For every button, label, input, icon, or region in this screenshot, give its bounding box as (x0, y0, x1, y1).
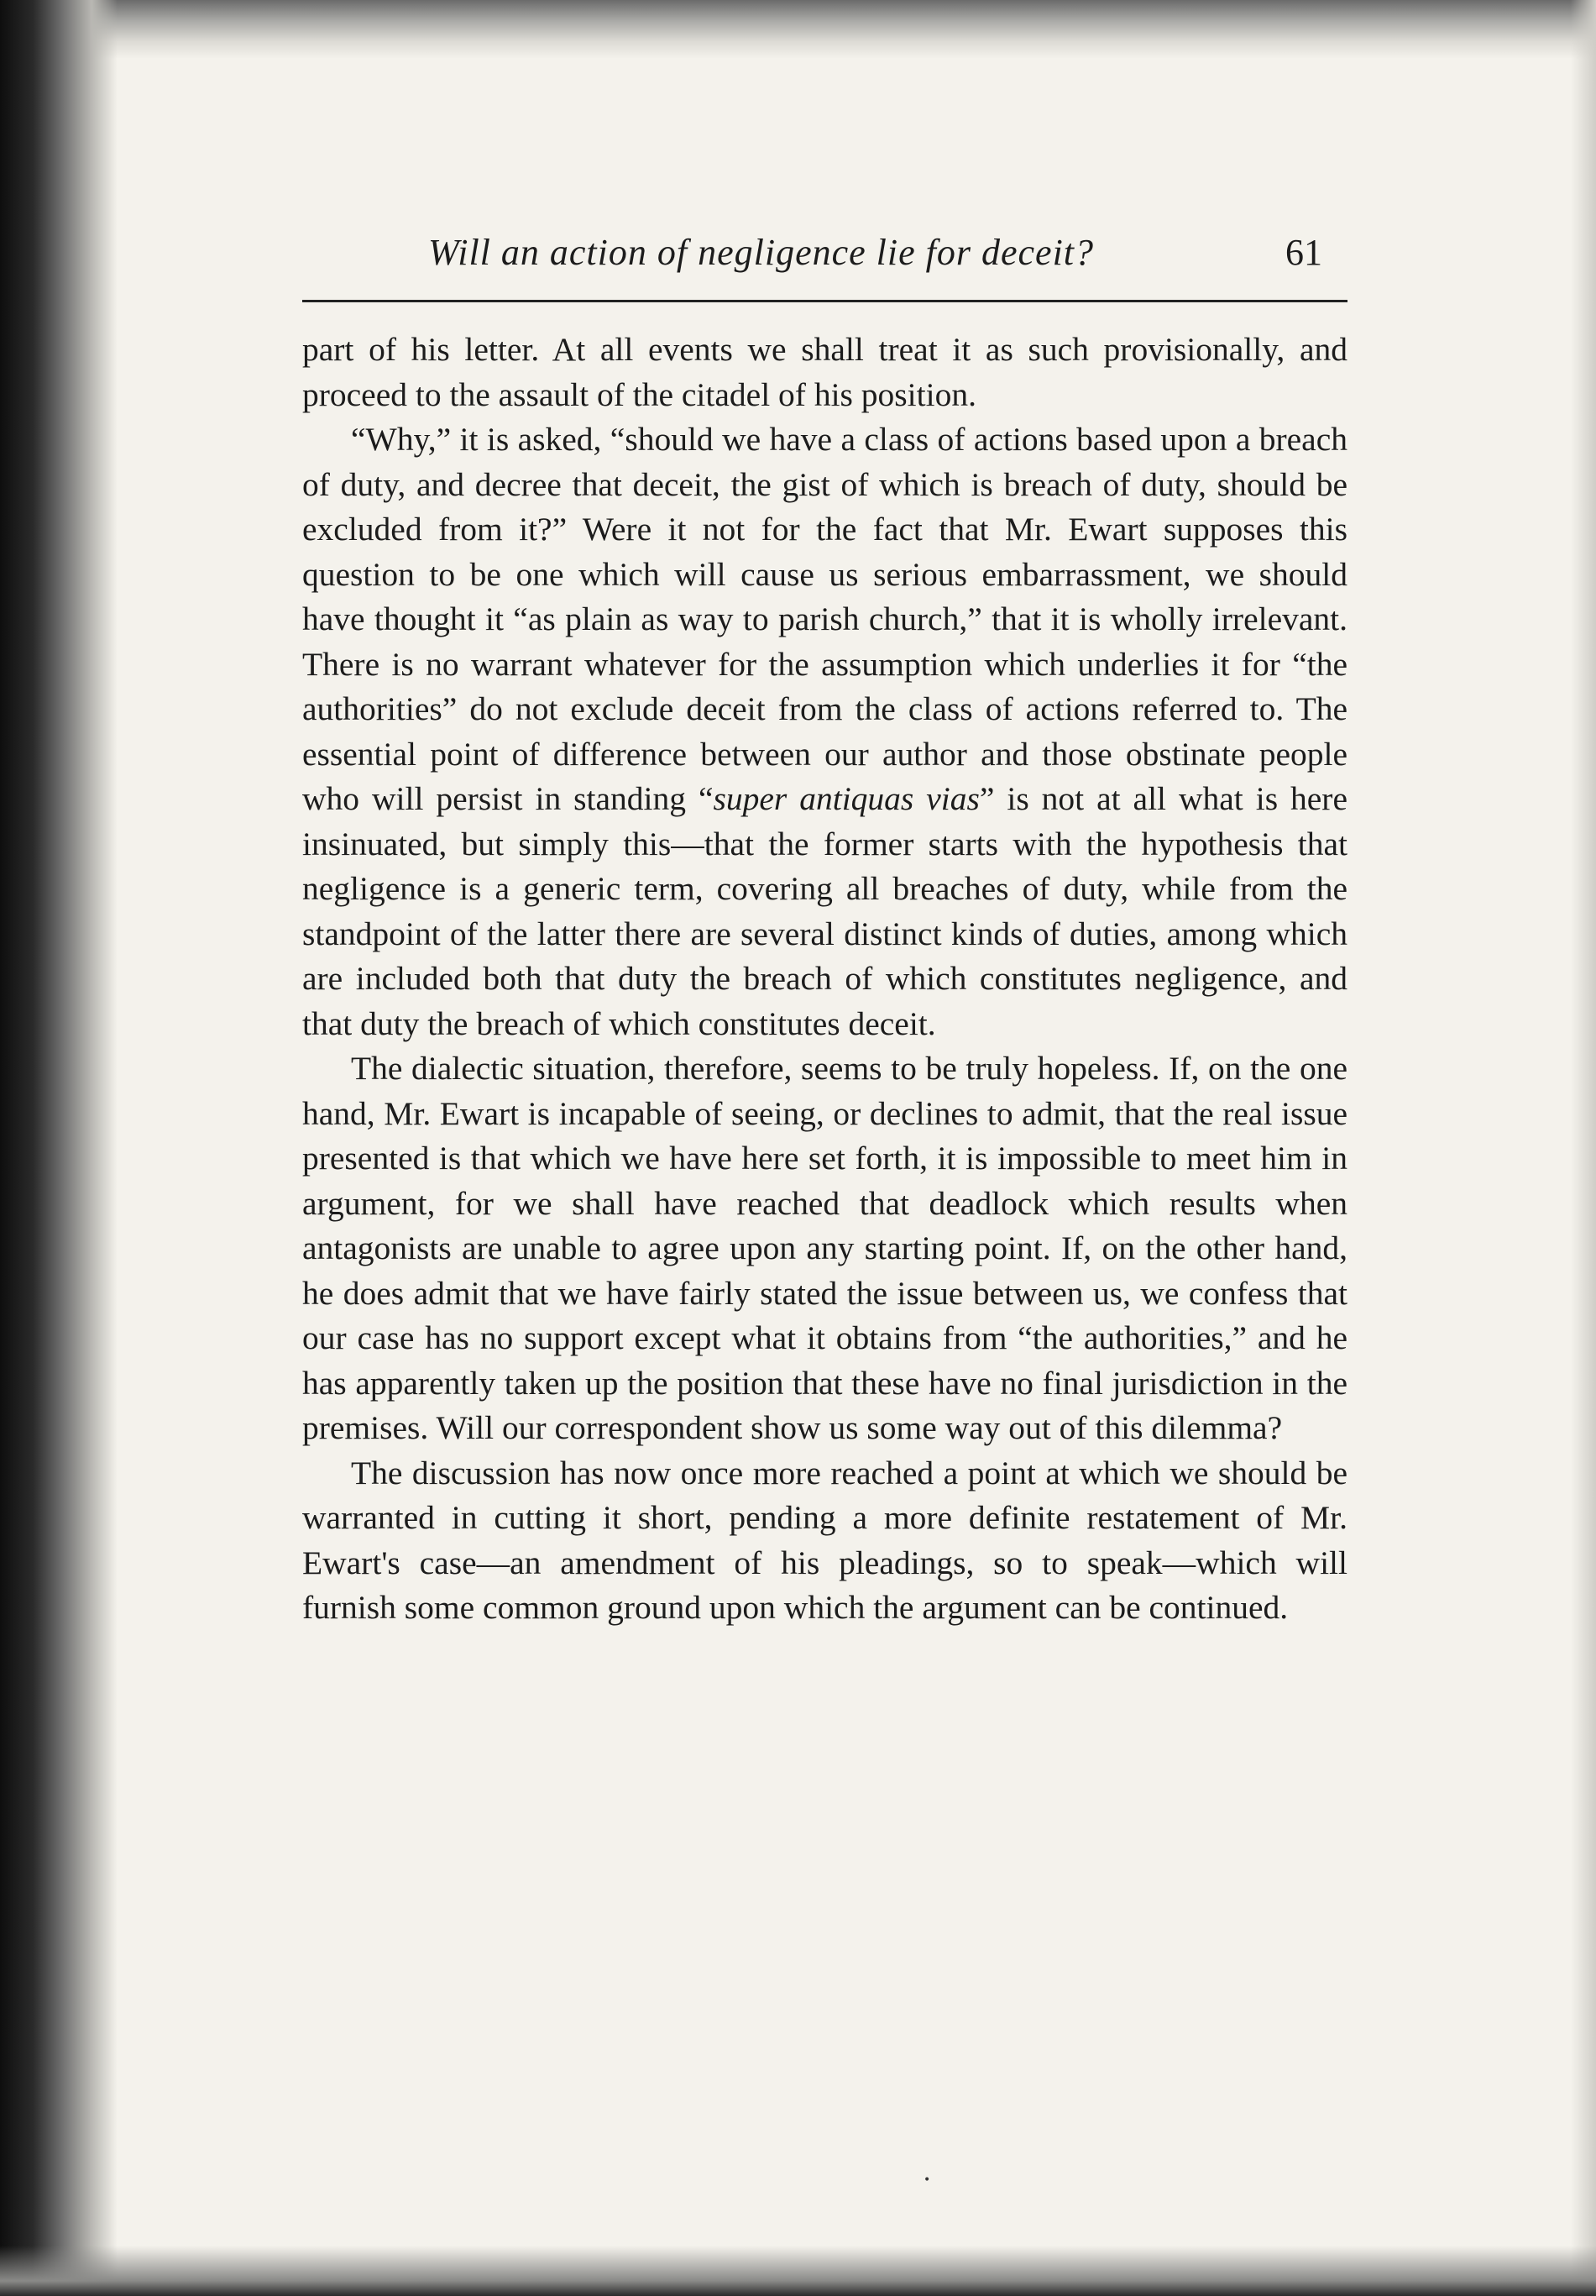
body-text (302, 328, 1347, 1631)
paragraph-2-part-2: ” is not at all what is here insinuated, but simply this—that the former starts with the hypothesis that negligence is a generic term, covering all breaches of duty, while from the standpoint of the latter there are several distinct kinds of duties, among which are included both that duty the breach of which constitutes negligence, and that duty the breach of which constitutes deceit. (302, 780, 1347, 1042)
running-head-title: Will an action of negligence lie for deceit? (428, 232, 1095, 273)
paragraph-4: The discussion has now once more reached a point at which we should be warranted in cutting it short, pending a more definite restatement of Mr. Ewart's case—an amendment of his pleadings, so to speak—which will furnish some common ground upon which the argument can be continued. (302, 1454, 1347, 1626)
paragraph-2-part-1: “Why,” it is asked, “should we have a class of actions based upon a breach of duty, and decree that deceit, the gist of which is breach of duty, should be excluded from it?” Were it not for the fact that Mr. Ewart supposes this question to be one which will cause us serious embarrassment, we should have thought it “as plain as way to parish church,” that it is wholly irrelevant. There is no warrant whatever for the assumption which underlies it for “the authorities” do not exclude deceit from the class of actions referred to. The essential point of difference between our author and those obstinate people who will persist in standing “ (302, 421, 1347, 817)
paragraph-3: The dialectic situation, therefore, seems to be truly hopeless. If, on the one hand, Mr. Ewart is incapable of seeing, or declines to admit, that the real issue presented is that which we have here set forth, it is impossible to meet him in argument, for we shall have reached that deadlock which results when antagonists are unable to agree upon any starting point. If, on the other hand, he does admit that we have fairly stated the issue between us, we confess that our case has no support except what it obtains from “the authorities,” and he has apparently taken up the position that these have no final jurisdiction in the premises. Will our correspondent show us some way out of this dilemma? (302, 1050, 1347, 1446)
running-head (302, 231, 1347, 290)
scan-edge-right (1571, 0, 1596, 2296)
scan-edge-left (0, 0, 118, 2296)
book-page (302, 231, 1347, 1626)
latin-phrase: super antiquas vias (713, 780, 980, 817)
page-number: 61 (1285, 232, 1322, 273)
scan-edge-top (0, 0, 1596, 59)
header-rule (302, 300, 1347, 302)
paragraph-2 (302, 417, 1347, 1046)
print-speck: • (924, 2173, 931, 2187)
paragraph-1: part of his letter. At all events we shall treat it as such provisionally, and proceed to the assault of the citadel of his position. (302, 331, 1347, 413)
scan-edge-bottom (0, 2246, 1596, 2296)
